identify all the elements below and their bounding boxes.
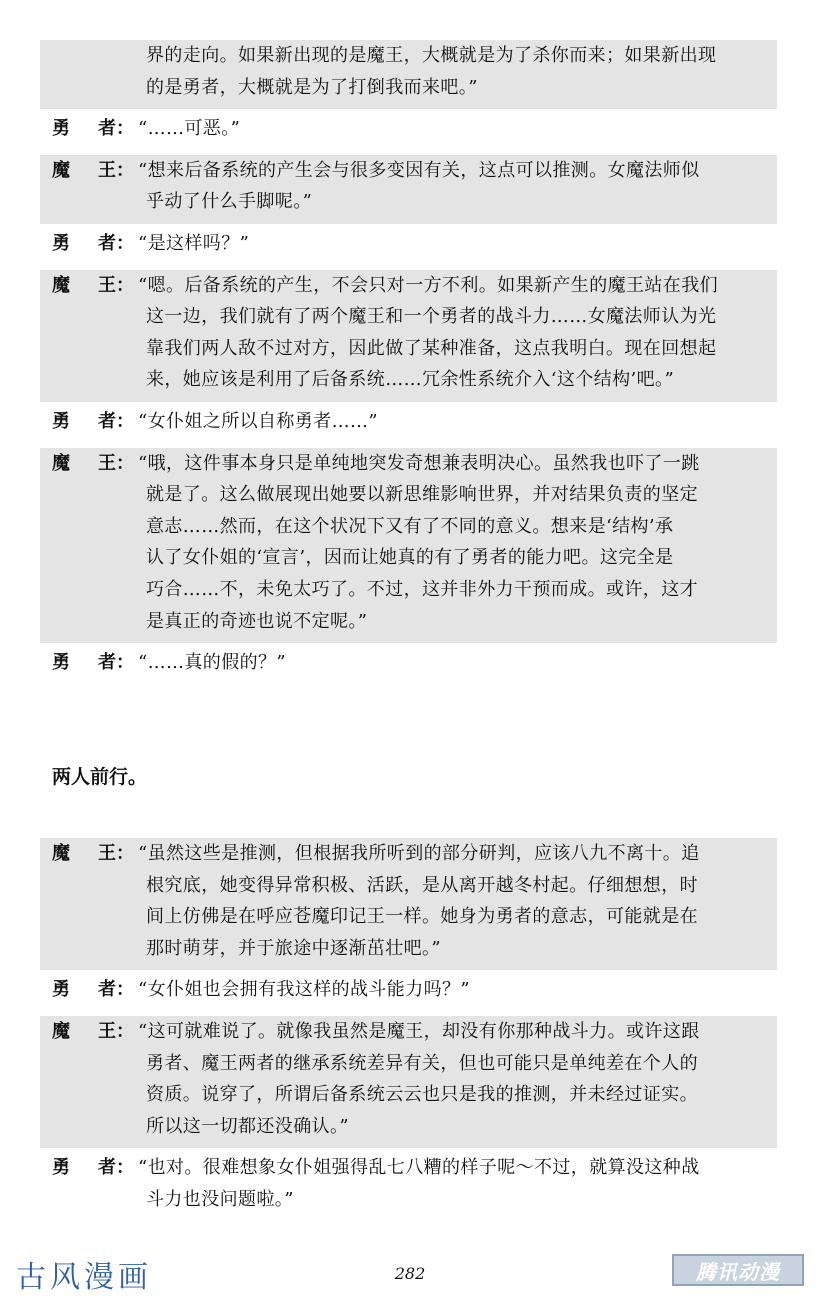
dialogue-block: [0, 113, 820, 151]
dialogue-block: [0, 838, 820, 970]
speaker-char-2: 者：: [98, 979, 134, 1001]
dialogue-line: 巧合……不，未免太巧了。不过，这并非外力干预而成。或许，这才: [146, 578, 698, 600]
speaker-char-2: 者：: [98, 652, 134, 674]
dialogue-line: 意志……然而，在这个状况下又有了不同的意义。想来是‘结构’承: [146, 515, 674, 537]
speaker-char-2: 王：: [98, 843, 134, 864]
dialogue-line: 是真正的奇迹也说不定呢。”: [146, 610, 368, 632]
dialogue-block: [0, 270, 820, 402]
dialogue-line: “……真的假的？”: [138, 652, 287, 674]
speaker-char-1: 魔: [52, 159, 70, 181]
speaker-char-1: 勇: [52, 652, 70, 674]
speaker-char-1: 勇: [52, 411, 70, 432]
dialogue-block: [0, 228, 820, 266]
narration-text: 两人前行。: [52, 766, 148, 788]
speaker-char-1: 勇: [52, 233, 70, 254]
dialogue-block: [0, 974, 820, 1012]
dialogue-line: 根究底，她变得异常积极、活跃，是从离开越冬村起。仔细想想，时: [146, 874, 698, 896]
speaker-char-1: 魔: [52, 274, 70, 296]
dialogue-line: 那时萌芽，并于旅途中逐渐茁壮吧。”: [146, 937, 442, 959]
speaker-char-1: 勇: [52, 979, 70, 1001]
dialogue-line: “这可就难说了。就像我虽然是魔王，却没有你那种战斗力。或许这跟: [138, 1021, 700, 1042]
dialogue-block: [0, 155, 820, 224]
speaker-char-1: 魔: [52, 843, 70, 864]
speaker-char-2: 王：: [98, 452, 134, 474]
watermark-logo-right: 腾讯动漫: [672, 1254, 804, 1286]
dialogue-line: 的是勇者，大概就是为了打倒我而来吧。”: [146, 76, 478, 98]
dialogue-line: 间上仿佛是在呼应苍魔印记王一样。她身为勇者的意志，可能就是在: [146, 906, 698, 928]
dialogue-line: “想来后备系统的产生会与很多变因有关，这点可以推测。女魔法师似: [138, 159, 700, 181]
watermark-logo-left: 古风漫画: [16, 1260, 152, 1295]
dialogue-line: “也对。很难想象女仆姐强得乱七八糟的样子呢～不过，就算没这种战: [138, 1157, 700, 1179]
dialogue-line: “嗯。后备系统的产生，不会只对一方不利。如果新产生的魔王站在我们: [138, 274, 718, 296]
dialogue-line: 认了女仆姐的‘宣言’，因而让她真的有了勇者的能力吧。这完全是: [146, 547, 674, 569]
dialogue-line: 这一边，我们就有了两个魔王和一个勇者的战斗力……女魔法师认为光: [146, 306, 717, 328]
dialogue-line: “是这样吗？”: [138, 233, 250, 254]
speaker-char-1: 勇: [52, 118, 70, 140]
dialogue-line: 界的走向。如果新出现的是魔王，大概就是为了杀你而来；如果新出现: [146, 45, 717, 66]
dialogue-block: [0, 1016, 820, 1148]
dialogue-line: “女仆姐也会拥有我这样的战斗能力吗？”: [138, 979, 471, 1001]
dialogue-block: [0, 40, 820, 109]
dialogue-line: 靠我们两人敌不过对方，因此做了某种准备，这点我明白。现在回想起: [146, 337, 717, 359]
dialogue-line: 就是了。这么做展现出她要以新思维影响世界，并对结果负责的坚定: [146, 484, 698, 506]
dialogue-block: [0, 647, 820, 685]
speaker-char-1: 魔: [52, 1021, 70, 1042]
speaker-char-1: 魔: [52, 452, 70, 474]
dialogue-line: 勇者、魔王两者的继承系统差异有关，但也可能只是单纯差在个人的: [146, 1052, 698, 1074]
dialogue-line: 来，她应该是利用了后备系统……冗余性系统介入‘这个结构’吧。”: [146, 369, 675, 391]
speaker-char-1: 勇: [52, 1157, 70, 1179]
dialogue-line: “哦，这件事本身只是单纯地突发奇想兼表明决心。虽然我也吓了一跳: [138, 452, 700, 474]
dialogue-block: [0, 1152, 820, 1221]
speaker-char-2: 王：: [98, 159, 134, 181]
dialogue-line: “……可恶。”: [138, 118, 241, 140]
dialogue-line: 斗力也没问题啦。”: [146, 1188, 294, 1210]
speaker-char-2: 者：: [98, 411, 134, 432]
dialogue-line: “虽然这些是推测，但根据我所听到的部分研判，应该八九不离十。追: [138, 843, 700, 864]
speaker-char-2: 者：: [98, 1157, 134, 1179]
dialogue-block: [0, 406, 820, 444]
speaker-char-2: 王：: [98, 274, 134, 296]
speaker-char-2: 者：: [98, 118, 134, 140]
dialogue-line: “女仆姐之所以自称勇者……”: [138, 411, 379, 432]
page-number: 282: [394, 1264, 426, 1283]
dialogue-block: [0, 448, 820, 644]
speaker-char-2: 者：: [98, 233, 134, 254]
dialogue-line: 乎动了什么手脚呢。”: [146, 191, 313, 213]
speaker-char-2: 王：: [98, 1021, 134, 1042]
dialogue-line: 资质。说穿了，所谓后备系统云云也只是我的推测，并未经过证实。: [146, 1084, 698, 1106]
dialogue-line: 所以这一切都还没确认。”: [146, 1115, 350, 1137]
